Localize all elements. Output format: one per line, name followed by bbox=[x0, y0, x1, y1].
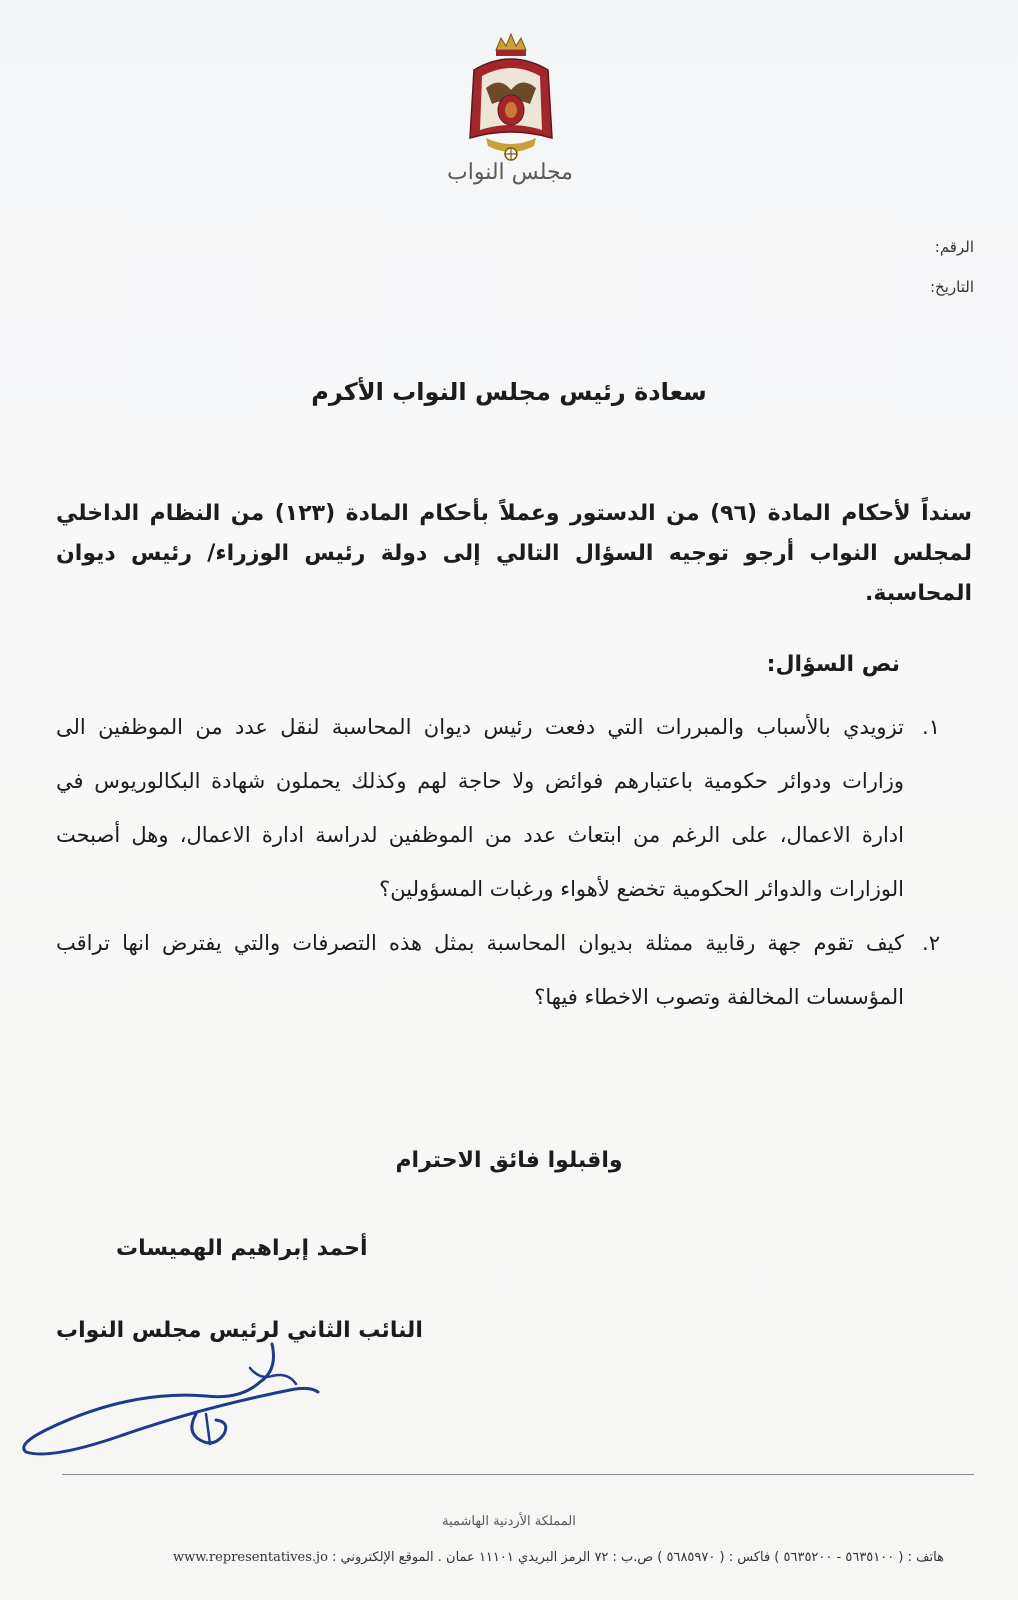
question-number: ١. bbox=[922, 715, 940, 739]
signer-title: النائب الثاني لرئيس مجلس النواب bbox=[56, 1318, 423, 1343]
salutation: سعادة رئيس مجلس النواب الأكرم bbox=[311, 378, 707, 406]
closing-line: واقبلوا فائق الاحترام bbox=[395, 1148, 623, 1173]
question-list bbox=[56, 700, 940, 1024]
question-item bbox=[56, 916, 940, 1024]
question-number: ٢. bbox=[922, 931, 940, 955]
signer-name: أحمد إبراهيم الهميسات bbox=[116, 1236, 368, 1261]
footer-contact bbox=[96, 1550, 944, 1565]
coat-of-arms-icon bbox=[456, 30, 566, 170]
question-item bbox=[56, 700, 940, 916]
question-text: تزويدي بالأسباب والمبررات التي دفعت رئيس ديوان المحاسبة لنقل عدد من الموظفين الى وزارات ودوائر حكومية باعتبارهم فوائض ولا حاجة لهم وكذلك يحملون شهادة البكالوريوس في ادارة الاعمال، على الرغم من ابتعاث عدد من الموظفين لدراسة ادارة الاعمال، وهل أصبحت الوزارات والدوائر الحكومية تخضع لأهواء ورغبات المسؤولين؟ bbox=[56, 715, 904, 901]
intro-paragraph: سنداً لأحكام المادة (٩٦) من الدستور وعملاً بأحكام المادة (١٢٣) من النظام الداخلي لمجلس النواب أرجو توجيه السؤال التالي إلى دولة رئيس الوزراء/ رئيس ديوان المحاسبة. bbox=[56, 501, 972, 606]
question-heading: نص السؤال: bbox=[766, 652, 900, 677]
footer-kingdom: المملكة الأردنية الهاشمية bbox=[442, 1514, 576, 1529]
footer-website-link[interactable]: www.representatives.jo bbox=[173, 1550, 328, 1565]
council-name: مجلس النواب bbox=[447, 160, 573, 185]
date-label: التاريخ: bbox=[930, 278, 974, 296]
footer-divider bbox=[62, 1474, 974, 1475]
question-text: كيف تقوم جهة رقابية ممثلة بديوان المحاسبة بمثل هذه التصرفات والتي يفترض انها تراقب المؤسسات المخالفة وتصوب الاخطاء فيها؟ bbox=[56, 931, 904, 1009]
signature-icon bbox=[10, 1340, 340, 1460]
footer-contact-details: هاتف : ( ٥٦٣٥١٠٠ - ٥٦٣٥٢٠٠ ) فاكس : ( ٥٦٨٥٩٧٠ ) ص.ب : ٧٢ الرمز البريدي ١١١٠١ عمان . الموقع الإلكتروني : bbox=[332, 1550, 944, 1565]
reference-number-label: الرقم: bbox=[934, 238, 974, 256]
